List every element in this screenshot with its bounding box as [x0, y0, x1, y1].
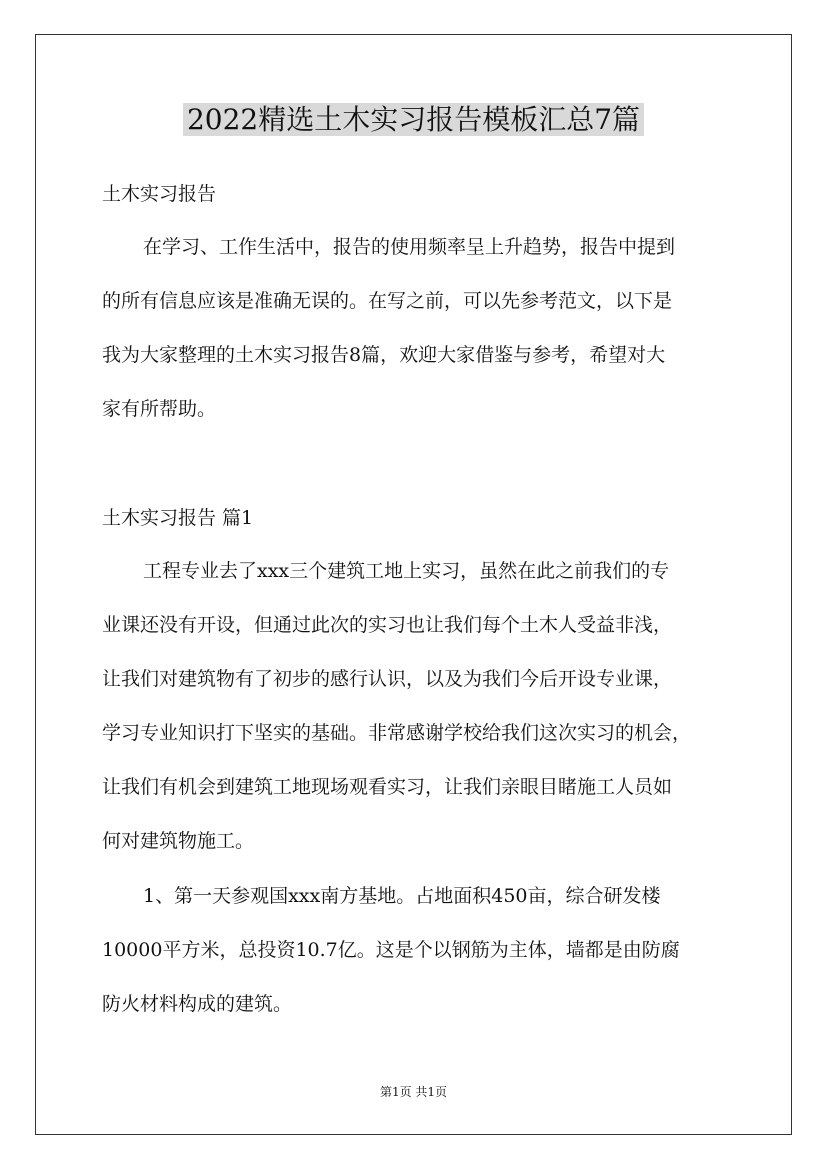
- paragraph-line: 让我们对建筑物有了初步的感行认识，以及为我们今后开设专业课，: [102, 668, 673, 690]
- paragraph-line: 学习专业知识打下坚实的基础。非常感谢学校给我们这次实习的机会，: [102, 722, 692, 744]
- intro-line: 我为大家整理的土木实习报告8篇，欢迎大家借鉴与参考，希望对大: [102, 344, 666, 366]
- document-title-text: 2022精选土木实习报告模板汇总7篇: [183, 103, 644, 136]
- paragraph-line: 让我们有机会到建筑工地现场观看实习，让我们亲眼目睹施工人员如: [102, 776, 673, 798]
- page-footer: 第1页 共1页: [379, 1085, 448, 1099]
- intro-line: 的所有信息应该是准确无误的。在写之前，可以先参考范文，以下是: [102, 290, 673, 312]
- intro-line: 家有所帮助。: [102, 398, 217, 420]
- paragraph-line: 工程专业去了xxx三个建筑工地上实习，虽然在此之前我们的专: [143, 560, 670, 582]
- paragraph-line: 防火材料构成的建筑。: [102, 993, 293, 1015]
- intro-line: 在学习、工作生活中，报告的使用频率呈上升趋势，报告中提到: [143, 236, 676, 258]
- paragraph-line: 10000平方米，总投资10.7亿。这是个以钢筋为主体，墙都是由防腐: [102, 939, 680, 961]
- document-title: [0, 100, 827, 140]
- paragraph-line: 业课还没有开设，但通过此次的实习也让我们每个土木人受益非浅，: [102, 614, 673, 636]
- paragraph-line: 1、第一天参观国xxx南方基地。占地面积450亩，综合研发楼: [143, 885, 661, 907]
- section-heading: 土木实习报告 篇1: [102, 507, 254, 529]
- paragraph-line: 何对建筑物施工。: [102, 830, 255, 852]
- intro-heading: 土木实习报告: [102, 183, 217, 205]
